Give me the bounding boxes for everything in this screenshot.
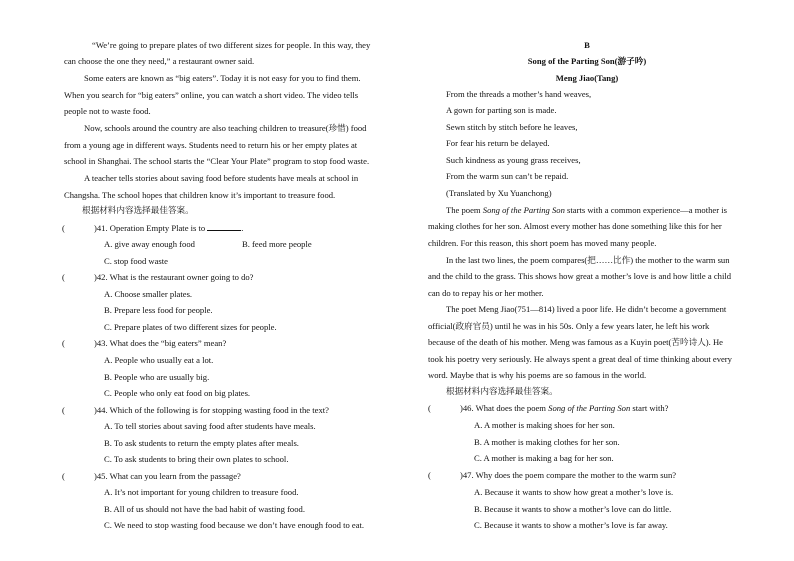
passage-line: “We’re going to prepare plates of two different sizes for people. In this way, they (92, 40, 371, 50)
option-a[interactable]: A. A mother is making shoes for her son. (474, 420, 615, 430)
poem-line: A gown for parting son is made. (446, 105, 557, 115)
option-b[interactable]: B. All of us should not have the bad habit of wasting food. (104, 504, 305, 514)
question-47: ( )47. Why does the poem compare the mother to the warm sun? (428, 470, 677, 480)
passage-line: The poet Meng Jiao(751—814) lived a poor life. He didn’t become a government (446, 304, 727, 314)
question-45: ( )45. What can you learn from the passage? (62, 471, 241, 481)
answer-bracket[interactable]: ( (62, 471, 65, 481)
passage-line: children. For this reason, this short poem has moved many people. (428, 238, 657, 248)
answer-bracket[interactable]: ( (62, 272, 65, 282)
passage-line: people not to waste food. (64, 106, 151, 116)
passage-line: making clothes for her son. Almost every mother has done something like this for her (428, 221, 722, 231)
option-b[interactable]: B. A mother is making clothes for her son. (474, 437, 620, 447)
passage-line: official(政府官员) until he was in his 50s. Only a few years later, he left his work (428, 321, 710, 331)
question-44: ( )44. Which of the following is for stopping wasting food in the text? (62, 405, 329, 415)
option-c[interactable]: C. A mother is making a bag for her son. (474, 453, 614, 463)
option-a[interactable]: A. give away enough food (104, 239, 195, 249)
passage-line: can do to repay his or her mother. (428, 288, 544, 298)
option-c[interactable]: C. Prepare plates of two different sizes for people. (104, 322, 277, 332)
answer-bracket[interactable]: ( (428, 470, 431, 480)
poem-line: From the threads a mother’s hand weaves, (446, 89, 592, 99)
instruction: 根据材料内容选择最佳答案。 (446, 386, 558, 396)
poem-line: For fear his return be delayed. (446, 138, 550, 148)
question-41: ( )41. Operation Empty Plate is to . (62, 223, 244, 233)
answer-bracket[interactable]: ( (62, 223, 65, 233)
option-a[interactable]: A. People who usually eat a lot. (104, 355, 214, 365)
passage-line: school in Shanghai. The school starts the “Clear Your Plate” program to stop food waste. (64, 156, 370, 166)
option-b[interactable]: B. Because it wants to show a mother’s love can do little. (474, 504, 672, 514)
option-b[interactable]: B. Prepare less food for people. (104, 305, 213, 315)
answer-bracket[interactable]: ( (62, 338, 65, 348)
poem-title: Song of the Parting Son(游子吟) (527, 56, 647, 66)
passage-line: took his poetry very seriously. He always spent a great deal of time thinking about every (428, 354, 732, 364)
passage-line: When you search for “big eaters” online, you can watch a short video. The video tells (64, 90, 359, 100)
passage-line: In the last two lines, the poem compares(把……比作) the mother to the warm sun (446, 255, 730, 265)
poem-line: Such kindness as young grass receives, (446, 155, 581, 165)
passage-line: Changsha. The school hopes that children know it’s important to treasure food. (64, 190, 336, 200)
translator-credit: (Translated by Xu Yuanchong) (446, 188, 552, 198)
poem-line: Sewn stitch by stitch before he leaves, (446, 122, 578, 132)
option-b[interactable]: B. feed more people (242, 239, 312, 249)
option-a[interactable]: A. Because it wants to show how great a mother’s love is. (474, 487, 674, 497)
option-c[interactable]: C. Because it wants to show a mother’s love is far away. (474, 520, 668, 530)
instruction: 根据材料内容选择最佳答案。 (82, 205, 194, 215)
passage-line: A teacher tells stories about saving food before students have meals at school in (84, 173, 359, 183)
poem-line: From the warm sun can’t be repaid. (446, 171, 569, 181)
passage-line: The poem Song of the Parting Son starts with a common experience—a mother is (446, 205, 727, 215)
passage-line: can choose the one they need,” a restaurant owner said. (64, 56, 255, 66)
option-c[interactable]: C. People who only eat food on big plates. (104, 388, 251, 398)
option-a[interactable]: A. Choose smaller plates. (104, 289, 193, 299)
option-c[interactable]: C. We need to stop wasting food because we don’t have enough food to eat. (104, 520, 365, 530)
passage-line: from a young age in different ways. Students need to return his or her empty plates at (64, 140, 358, 150)
question-42: ( )42. What is the restaurant owner going to do? (62, 272, 254, 282)
section-label: B (584, 40, 590, 50)
question-43: ( )43. What does the “big eaters” mean? (62, 338, 227, 348)
question-46: ( )46. What does the poem Song of the Parting Son start with? (428, 403, 669, 413)
option-a[interactable]: A. It’s not important for young children to treasure food. (104, 487, 299, 497)
option-c[interactable]: C. stop food waste (104, 256, 168, 266)
poem-author: Meng Jiao(Tang) (555, 73, 619, 83)
option-b[interactable]: B. People who are usually big. (104, 372, 210, 382)
option-b[interactable]: B. To ask students to return the empty plates after meals. (104, 438, 299, 448)
answer-bracket[interactable]: ( (428, 403, 431, 413)
answer-blank[interactable] (207, 222, 241, 231)
passage-line: because of the death of his mother. Meng was famous as a Kuyin poet(苦吟诗人). He (428, 337, 723, 347)
passage-line: word. Maybe that is why his poems are so famous in the world. (428, 370, 647, 380)
passage-line: Some eaters are known as “big eaters”. Today it is not easy for you to find them. (84, 73, 361, 83)
passage-line: and the child to the grass. This shows how great a mother’s love is and how little a child (428, 271, 732, 281)
passage-line: Now, schools around the country are also teaching children to treasure(珍惜) food (84, 123, 367, 133)
option-a[interactable]: A. To tell stories about saving food after students have meals. (104, 421, 316, 431)
option-c[interactable]: C. To ask students to bring their own plates to school. (104, 454, 289, 464)
answer-bracket[interactable]: ( (62, 405, 65, 415)
